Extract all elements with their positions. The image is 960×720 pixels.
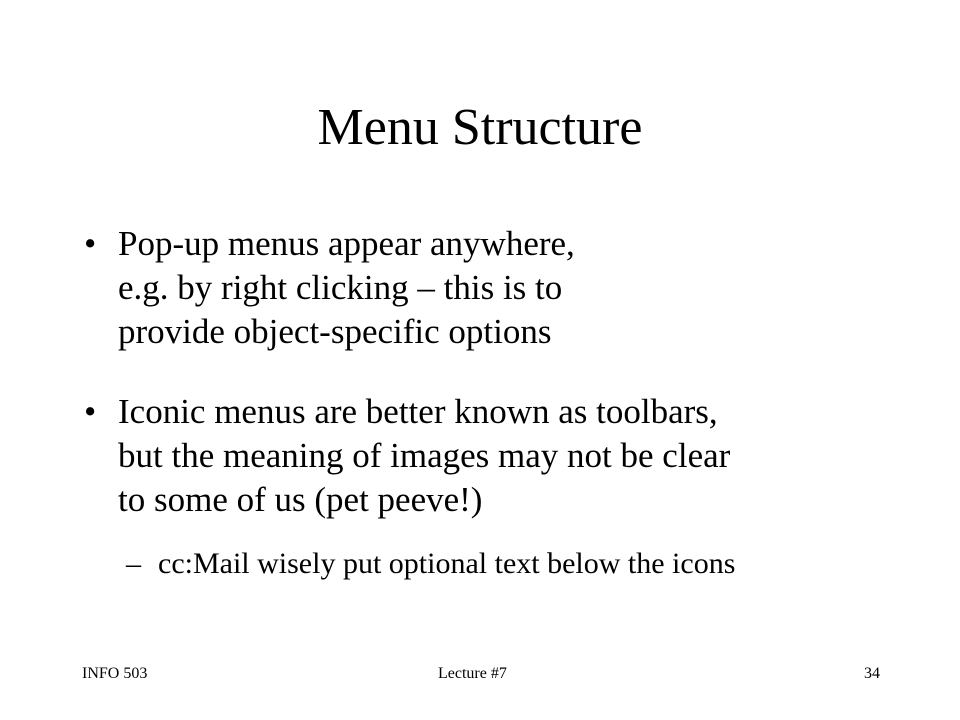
footer-course: INFO 503 — [82, 665, 148, 682]
bullet-text-line: Iconic menus are better known as toolbars, — [118, 392, 718, 431]
bullet-marker: • — [84, 392, 97, 431]
bullet-text-line: but the meaning of images may not be clear — [118, 436, 731, 475]
sub-bullet-ccmail — [126, 544, 898, 584]
bullet-text-line: Pop-up menus appear anywhere, — [118, 224, 575, 263]
sub-bullet-marker: – — [126, 547, 141, 580]
slide-title: Menu Structure — [317, 99, 643, 156]
bullet-text-line: e.g. by right clicking – this is to — [118, 268, 563, 307]
bullet-text-line: provide object-specific options — [118, 312, 552, 351]
bullet-marker: • — [84, 224, 97, 263]
footer-page-number: 34 — [864, 665, 880, 682]
bullet-item-popup-menus — [84, 222, 758, 354]
sub-bullet-text: cc:Mail wisely put optional text below the icons — [158, 547, 736, 580]
footer-lecture: Lecture #7 — [438, 665, 507, 682]
bullet-item-iconic-menus — [84, 390, 888, 522]
bullet-text-line: to some of us (pet peeve!) — [118, 480, 483, 519]
